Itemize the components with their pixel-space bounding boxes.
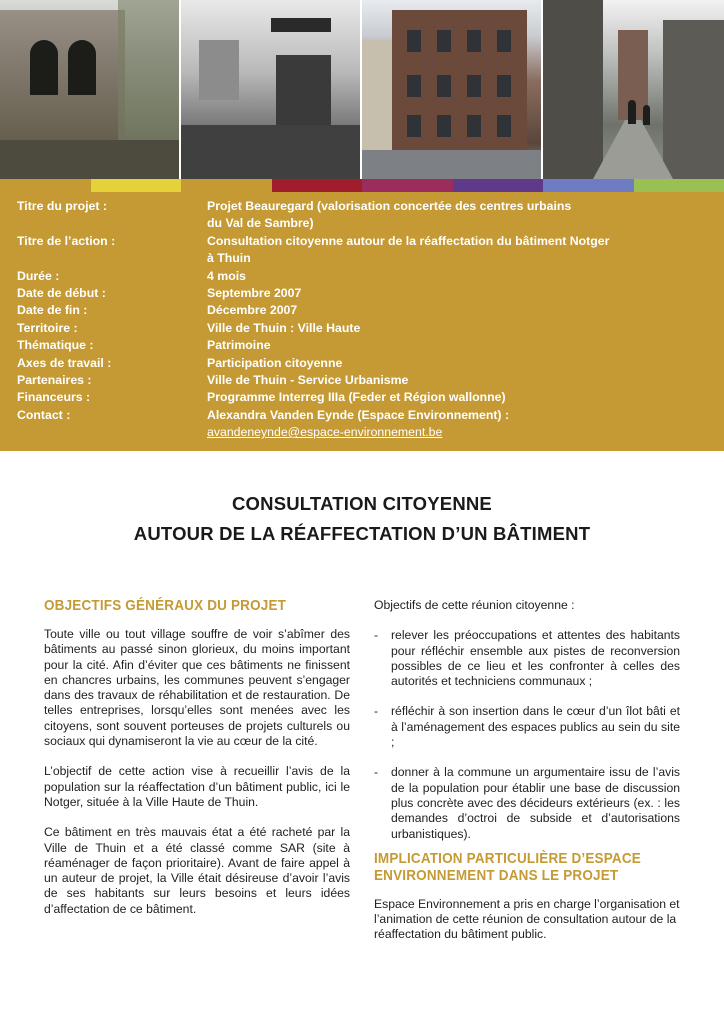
info-value-line: Septembre 2007 [207, 286, 302, 300]
bullet-item [374, 765, 680, 841]
info-value-line: Ville de Thuin - Service Urbanisme [207, 373, 409, 387]
info-label: Titre de l’action : [17, 233, 116, 248]
section-heading-implication-1: IMPLICATION PARTICULIÈRE D’ESPACE [374, 849, 641, 867]
info-value [207, 302, 707, 319]
info-value-line: du Val de Sambre) [207, 216, 314, 231]
photo-strip [0, 0, 724, 179]
paragraph-objectif: L’objectif de cette action vise à recueillir l’avis de la population sur la réaffectation d’un bâtiment public, ici le Notger, située à la Ville Haute de Thuin. [44, 764, 350, 809]
info-value [207, 320, 707, 337]
info-value [207, 285, 707, 302]
project-info-panel [0, 192, 724, 451]
info-label: Titre du projet : [17, 199, 107, 213]
info-value-line: Participation citoyenne [207, 355, 343, 370]
bullet-text: réfléchir à son insertion dans le cœur d’un îlot bâti et à l’aménagement des espaces publics au sein du site ; [391, 704, 680, 750]
info-value [207, 337, 707, 354]
color-bar-segment [543, 179, 634, 192]
info-value [207, 389, 707, 406]
info-label: Durée : [17, 268, 60, 283]
info-value-line: Alexandra Vanden Eynde (Espace Environnement) : [207, 407, 510, 422]
left-column [44, 597, 350, 917]
info-value-line: Patrimoine [207, 338, 271, 353]
section-heading-implication-2: ENVIRONNEMENT DANS LE PROJET [374, 866, 619, 884]
photo-historic-hotel [181, 0, 360, 179]
info-label: Partenaires : [17, 373, 92, 387]
objectives-intro: Objectifs de cette réunion citoyenne : [374, 598, 575, 612]
bullet-item [374, 704, 680, 750]
section-heading-objectifs: OBJECTIFS GÉNÉRAUX DU PROJET [44, 597, 287, 614]
color-bar-segment [0, 179, 91, 192]
info-value-line: Projet Beauregard (valorisation concertée des centres urbains [207, 199, 572, 213]
color-bar-segment [272, 179, 363, 192]
bullet-text: donner à la commune un argumentaire issu de l’avis de la population pour établir une base de discussion plus concrète avec des décideurs extérieurs (ex. : les demandes d’octroi de subside et d’autorisations urbanistiques). [391, 765, 680, 841]
color-bar-segment [362, 179, 453, 192]
info-value-line: Ville de Thuin : Ville Haute [207, 320, 361, 335]
photo-brick-building [362, 0, 541, 179]
contact-email-link[interactable]: avandeneynde@espace-environnement.be [207, 425, 443, 440]
info-value-line: 4 mois [207, 268, 246, 283]
info-label: Territoire : [17, 320, 78, 335]
info-label: Axes de travail : [17, 355, 112, 370]
photo-arched-ruin [0, 0, 179, 179]
info-value-line: Décembre 2007 [207, 303, 298, 318]
info-value-line: à Thuin [207, 251, 251, 266]
color-bar-segment [181, 179, 272, 192]
info-label: Date de début : [17, 286, 106, 300]
info-value-line: Programme Interreg IIIa (Feder et Région wallonne) [207, 390, 506, 405]
info-value [207, 198, 707, 233]
bullet-dash: - [374, 704, 379, 719]
bullet-dash: - [374, 628, 379, 643]
info-value [207, 268, 707, 285]
color-bar-segment [634, 179, 724, 192]
info-label: Date de fin : [17, 303, 88, 318]
bullet-dash: - [374, 765, 379, 780]
right-column [374, 598, 680, 943]
info-value [207, 372, 707, 389]
info-value [207, 407, 707, 424]
color-bar-segment [453, 179, 544, 192]
bullet-item [374, 628, 680, 689]
main-title-line-2: AUTOUR DE LA RÉAFFECTATION D’UN BÂTIMENT [133, 523, 591, 544]
main-title-line-1: CONSULTATION CITOYENNE [232, 493, 492, 514]
info-label: Thématique : [17, 338, 94, 353]
color-bar-segment [91, 179, 182, 192]
info-label: Financeurs : [17, 390, 91, 405]
info-value [207, 233, 707, 268]
info-value-line: Consultation citoyenne autour de la réaffectation du bâtiment Notger [207, 233, 610, 248]
bullet-text: relever les préoccupations et attentes des habitants pour réfléchir ensemble aux pistes de reconversion possibles de ce lieu et les confronter à celles des autorités et techniciens communaux ; [391, 628, 680, 689]
info-label: Contact : [17, 407, 71, 422]
paragraph-implication: Espace Environnement a pris en charge l’organisation et l’animation de cette réunion de consultation autour de la réaffectation du bâtiment public. [374, 896, 680, 942]
paragraph-batiment: Ce bâtiment en très mauvais état a été racheté par la Ville de Thuin et a été classé comme SAR (site à réaménager de façon prioritaire). Avant de faire appel à un auteur de projet, la Ville était désireuse d’avoir l’avis de ses habitants sur leurs besoins et leurs idées d’affectation de ce bâtiment. [44, 825, 350, 916]
info-value [207, 355, 707, 372]
color-bar [0, 179, 724, 192]
paragraph-intro: Toute ville ou tout village souffre de voir s’abîmer des bâtiments au passé sinon glorieux, du moins important pour la cité. Afin d’éviter que ces bâtiments ne finissent en chancres urbains, les communes peuvent s’engager dans des travaux de réhabilitation et de restauration. De telles entreprises, lorsqu’elles sont menées avec les citoyens, sont souvent porteuses de projets culturels ou sociaux qui dynamiseront la vie au cœur de la cité. [44, 627, 350, 749]
photo-narrow-alley [543, 0, 724, 179]
